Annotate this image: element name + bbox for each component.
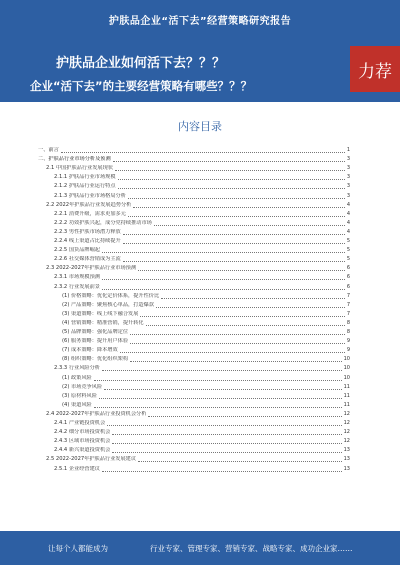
toc-entry-page: 3	[346, 165, 350, 172]
toc-entry[interactable]	[38, 419, 350, 427]
toc-entry[interactable]	[38, 310, 350, 318]
toc-entry-label: 2.2 2022年护肤品行业发展趋势分析	[46, 201, 132, 208]
toc-entry-page: 9	[346, 347, 350, 354]
toc-leader-dots	[148, 416, 341, 417]
toc-entry-label: 2.4 2022-2027年护肤品行业投资机会分析	[46, 410, 147, 417]
toc-leader-dots	[123, 243, 345, 244]
toc-leader-dots	[102, 252, 345, 253]
toc-entry[interactable]	[38, 319, 350, 327]
toc-entry[interactable]	[38, 455, 350, 463]
toc-leader-dots	[140, 316, 344, 317]
toc-entry-label: (8) 组织策略：优化组织架构	[62, 356, 129, 363]
footer-slogan-left: 让每个人都能成为	[48, 544, 108, 553]
toc-entry-label: 2.3.1 市场规模预测	[54, 274, 100, 281]
footer-slogan-right: 行业专家、管理专家、营销专家、战略专家、成功企业家……	[150, 544, 353, 553]
toc-leader-dots	[102, 370, 342, 371]
toc-entry[interactable]	[38, 328, 350, 336]
toc-entry-label: (4) 渠道风险	[62, 401, 92, 408]
toc-entry-page: 6	[346, 274, 350, 281]
toc-entry-label: 2.1.1 护肤品行业市场规模	[54, 174, 116, 181]
toc-entry-label: 2.5 2022-2027年护肤品行业发展建议	[46, 456, 137, 463]
toc-leader-dots	[133, 207, 344, 208]
toc-entry-label: 2.2.6 社交媒体营销成为主流	[54, 256, 121, 263]
toc-entry-label: 2.1.2 护肤品行业运行特点	[54, 183, 116, 190]
footer-bar	[0, 531, 400, 565]
toc-entry-label: 2.2.4 线上渠道占比持续提升	[54, 238, 121, 244]
toc-entry-page: 1	[346, 147, 350, 153]
header-bar	[0, 0, 400, 38]
toc-leader-dots	[112, 443, 341, 444]
report-title: 护肤品企业“活下去”经营策略研究报告	[108, 15, 292, 27]
toc-entry-label: 2.5.1 企业经营建议	[54, 465, 100, 472]
toc-entry[interactable]	[38, 255, 350, 263]
toc-entry[interactable]	[38, 201, 350, 209]
toc-entry-page: 5	[346, 238, 350, 244]
toc-entry-page: 8	[346, 319, 350, 326]
toc-entry-label: 二、护肤品行业市场分析及预测	[38, 156, 111, 163]
toc-entry-page: 12	[343, 420, 350, 426]
toc-entry[interactable]	[38, 155, 350, 163]
toc-entry-label: 2.4.2 细分市场投资机会	[54, 429, 111, 436]
toc-entry[interactable]	[38, 164, 350, 172]
toc-entry-page: 11	[343, 392, 350, 399]
toc-entry-label: (7) 成本策略：降本增效	[62, 347, 118, 354]
toc-entry[interactable]	[38, 237, 350, 245]
toc-leader-dots	[156, 307, 345, 308]
toc-entry-page: 3	[346, 174, 350, 181]
toc-entry-page: 7	[346, 292, 350, 299]
toc-entry-page: 13	[343, 456, 350, 463]
toc-entry-label: (5) 品牌策略：强化品牌定位	[62, 329, 129, 335]
toc-leader-dots	[102, 471, 342, 472]
toc-entry-page: 12	[343, 438, 350, 445]
toc-entry-label: (1) 价格策略：优化定价体系，提升性价比	[62, 292, 160, 299]
hero-line-2: 企业“活下去”的主要经营策略有哪些？？？	[30, 79, 253, 93]
toc-entry-page: 13	[343, 447, 350, 454]
toc-leader-dots	[128, 198, 345, 199]
toc-entry-page: 11	[343, 383, 350, 390]
toc-leader-dots	[161, 298, 345, 299]
toc-entry[interactable]	[38, 410, 350, 418]
toc-entry-page: 5	[346, 247, 350, 254]
toc-leader-dots	[123, 261, 345, 262]
toc-entry-label: (3) 原材料风险	[62, 392, 97, 399]
toc-entry[interactable]	[38, 355, 350, 363]
toc-entry-page: 5	[346, 256, 350, 263]
toc-leader-dots	[138, 270, 345, 271]
toc-leader-dots	[123, 234, 345, 235]
toc-entry-label: 2.4.3 区域市场投资机会	[54, 438, 111, 445]
toc-entry-label: 2.2.3 男性护肤市场潜力释放	[54, 228, 121, 235]
toc-entry[interactable]	[38, 383, 350, 391]
toc-entry-label: 2.1 中国护肤品行业发展现状	[46, 165, 113, 172]
toc-entry-page: 10	[343, 374, 350, 381]
toc-leader-dots	[128, 216, 345, 217]
toc-leader-dots	[61, 152, 345, 153]
toc-entry[interactable]	[38, 374, 350, 382]
toc-leader-dots	[118, 179, 345, 180]
toc-entry-label: (3) 渠道策略：线上线下融合发展	[62, 310, 139, 317]
toc-entry-label: 一、前言	[38, 147, 59, 153]
toc-leader-dots	[130, 361, 342, 362]
toc-entry-page: 7	[346, 301, 350, 308]
toc-entry[interactable]	[38, 392, 350, 400]
toc-leader-dots	[102, 289, 345, 290]
toc-entry-page: 8	[346, 329, 350, 335]
toc-leader-dots	[118, 188, 345, 189]
toc-leader-dots	[94, 380, 342, 381]
toc-entry[interactable]	[38, 192, 350, 200]
toc-leader-dots	[102, 279, 345, 280]
toc-entry[interactable]	[38, 364, 350, 372]
toc-entry[interactable]	[38, 246, 350, 254]
toc-entry-label: 2.2.5 国货品牌崛起	[54, 247, 100, 254]
toc-entry-page: 6	[346, 283, 350, 290]
toc-entry-page: 6	[346, 265, 350, 272]
toc-leader-dots	[113, 161, 345, 162]
toc-entry-label: (2) 市场竞争风险	[62, 383, 103, 390]
toc-entry[interactable]	[38, 219, 350, 227]
toc-entry-label: (4) 营销策略：精准营销，提升转化	[62, 319, 144, 326]
toc-leader-dots	[112, 452, 341, 453]
toc-entry[interactable]	[38, 273, 350, 281]
toc-entry[interactable]	[38, 428, 350, 436]
toc-entry-page: 4	[346, 201, 350, 208]
toc-entry-page: 3	[346, 156, 350, 163]
toc-leader-dots	[112, 434, 341, 435]
recommend-badge: 力荐	[350, 46, 400, 92]
toc-entry-page: 4	[346, 219, 350, 226]
toc-entry-label: (1) 政策风险	[62, 374, 92, 381]
toc-entry[interactable]	[38, 401, 350, 409]
toc-leader-dots	[104, 389, 342, 390]
toc-entry[interactable]	[38, 301, 350, 309]
toc-entry[interactable]	[38, 337, 350, 345]
toc-leader-dots	[138, 461, 342, 462]
toc-leader-dots	[154, 225, 345, 226]
toc-leader-dots	[99, 398, 342, 399]
toc-entry-label: 2.3.2 行业发展前景	[54, 283, 100, 290]
toc-leader-dots	[130, 334, 345, 335]
toc-entry-page: 12	[343, 429, 350, 436]
toc-entry[interactable]	[38, 292, 350, 300]
toc-entry[interactable]	[38, 210, 350, 218]
toc-entry-label: 2.4.1 产业链投资机会	[54, 420, 106, 426]
toc-entry[interactable]	[38, 437, 350, 445]
toc-leader-dots	[146, 325, 345, 326]
toc-entry[interactable]	[38, 228, 350, 236]
toc-entry[interactable]	[38, 283, 350, 291]
toc-entry-label: 2.4.4 新兴渠道投资机会	[54, 447, 111, 454]
toc-entry[interactable]	[38, 264, 350, 272]
hero-line-1: 护肤品企业如何活下去？？？	[56, 56, 226, 71]
toc-entry-label: 2.3 2022-2027年护肤品行业市场预测	[46, 265, 137, 272]
toc-entry-page: 13	[343, 465, 350, 472]
toc-entry-label: 2.3.3 行业风险分析	[54, 365, 100, 372]
toc-entry-label: (2) 产品策略：聚焦核心单品，打造爆款	[62, 301, 154, 308]
toc-entry-page: 9	[346, 338, 350, 345]
toc-entry-page: 10	[343, 365, 350, 372]
toc-entry-page: 4	[346, 210, 350, 217]
toc-leader-dots	[94, 407, 342, 408]
toc-entry-page: 4	[346, 228, 350, 235]
toc-leader-dots	[130, 343, 345, 344]
toc-entry-label: (6) 服务策略：提升用户体验	[62, 338, 129, 345]
toc-entry-label: 2.2.2 功效护肤兴起，成分党持续推动市场	[54, 219, 152, 226]
toc-entry-page: 3	[346, 192, 350, 199]
toc-heading: 内容目录	[178, 120, 222, 133]
toc-leader-dots	[107, 425, 341, 426]
toc-entry[interactable]	[38, 446, 350, 454]
toc-entry-page: 12	[343, 410, 350, 417]
toc-entry[interactable]	[38, 146, 350, 154]
toc-leader-dots	[115, 170, 345, 171]
toc-entry-page: 10	[343, 356, 350, 363]
toc-entry[interactable]	[38, 346, 350, 354]
toc-entry-label: 2.1.3 护肤品行业市场格局分析	[54, 192, 126, 199]
toc-entry[interactable]	[38, 465, 350, 473]
toc-entry[interactable]	[38, 182, 350, 190]
hero-banner	[0, 38, 400, 102]
toc-leader-dots	[120, 352, 345, 353]
toc-entry-page: 3	[346, 183, 350, 190]
toc-entry-page: 11	[343, 401, 350, 408]
toc-entry-label: 2.2.1 消费升级，需求更加多元	[54, 210, 126, 217]
toc-entry[interactable]	[38, 173, 350, 181]
toc-entry-page: 7	[346, 310, 350, 317]
